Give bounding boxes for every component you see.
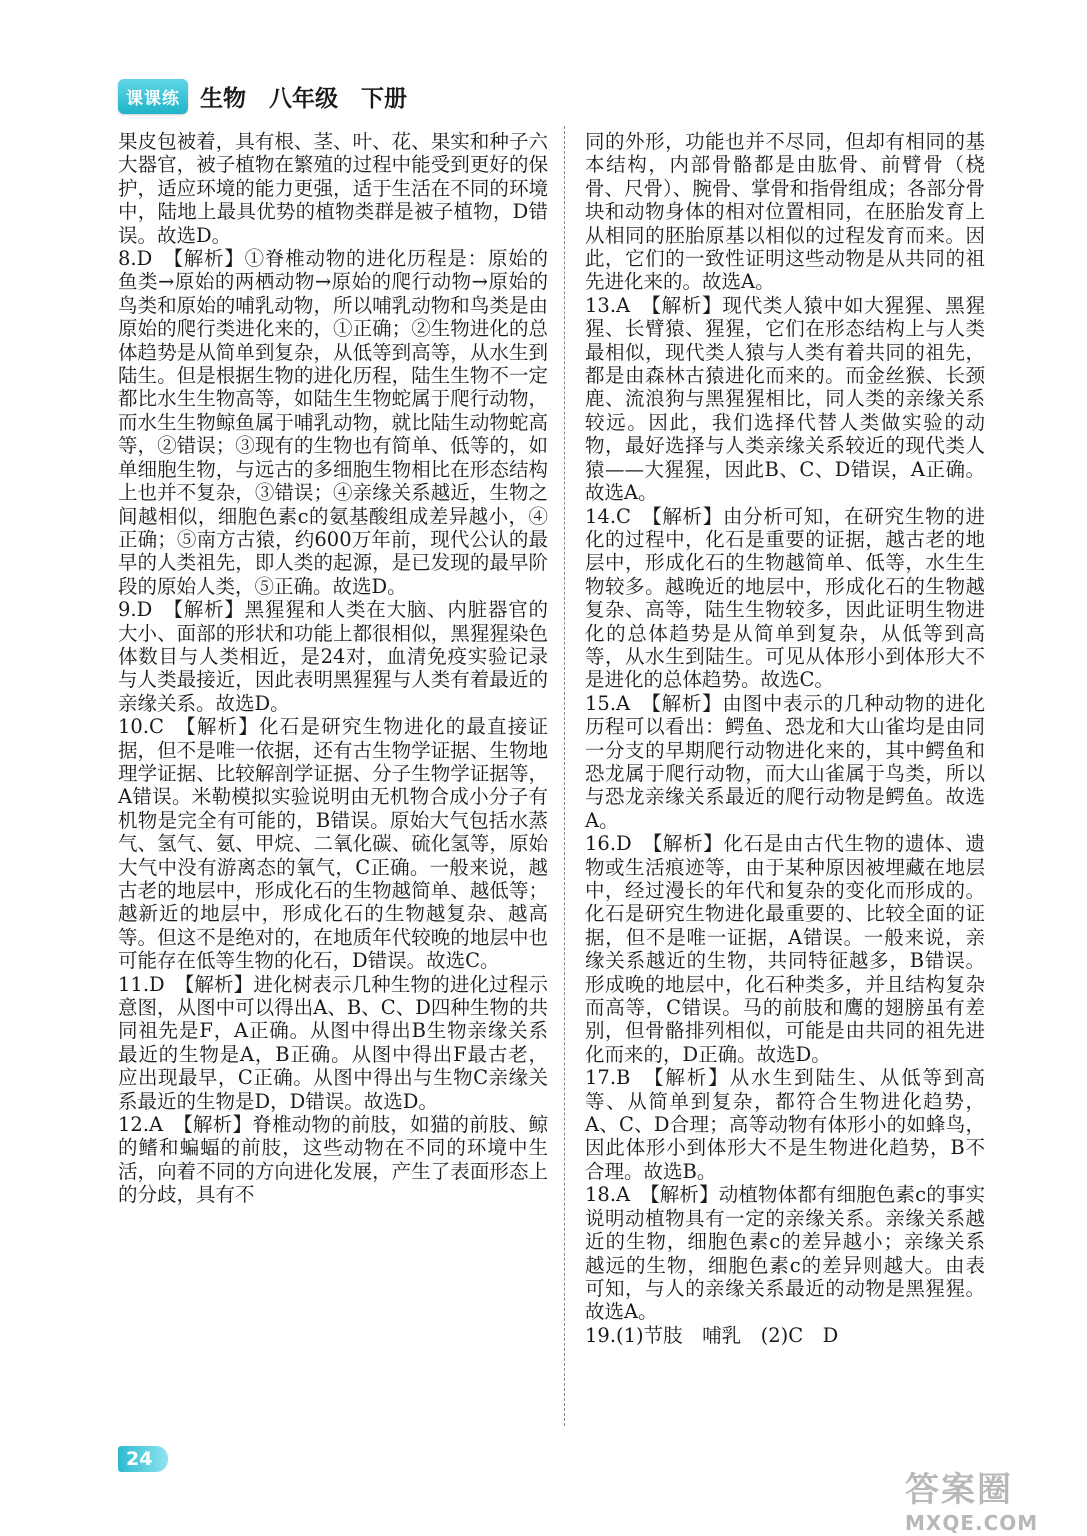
answer-12: 12.A 【解析】脊椎动物的前肢，如猫的前肢、鲸的鳍和蝙蝠的前肢，这些动物在不同的环境中生活，向着不同的方向进化发展，产生了表面形态上的分歧，具有不	[118, 1113, 548, 1207]
left-column	[118, 130, 548, 1207]
answer-13: 13.A 【解析】现代类人猿中如大猩猩、黑猩猩、长臂猿、猩猩，它们在形态结构上与人类最相似，现代类人猿与人类有着共同的祖先，都是由森林古猿进化而来的。而金丝猴、长颈鹿、流浪狗与黑猩猩相比，同人类的亲缘关系较远。因此，我们选择代替人类做实验的动物，最好选择与人类亲缘关系较近的现代类人猿——大猩猩，因此B、C、D错误，A正确。故选A。	[585, 293, 985, 505]
answer-15: 15.A 【解析】由图中表示的几种动物的进化历程可以看出：鳄鱼、恐龙和大山雀均是由同一分支的早期爬行动物进化来的，其中鳄鱼和恐龙属于爬行动物，而大山雀属于鸟类，所以与恐龙亲缘关系最近的爬行动物是鳄鱼。故选A。	[585, 691, 985, 832]
site-watermark	[905, 1462, 1075, 1535]
answer-16: 16.D 【解析】化石是由古代生物的遗体、遗物或生活痕迹等，由于某种原因被埋藏在地层中，经过漫长的年代和复杂的变化而形成的。化石是研究生物进化最重要的、比较全面的证据，但不是唯一证据，A错误。一般来说，亲缘关系越近的生物，共同特征越多，B错误。形成晚的地层中，化石种类多，并且结构复杂而高等，C错误。马的前肢和鹰的翅膀虽有差别，但骨骼排列相似，可能是由共同的祖先进化而来的，D正确。故选D。	[585, 832, 985, 1066]
answer-continuation: 果皮包被着，具有根、茎、叶、花、果实和种子六大器官，被子植物在繁殖的过程中能受到更好的保护，适应环境的能力更强，适于生活在不同的环境中，陆地上最具优势的植物类群是被子植物，D错误。故选D。	[118, 130, 548, 247]
watermark-line1: 答案圈	[905, 1470, 1013, 1510]
answer-8: 8.D 【解析】①脊椎动物的进化历程是：原始的鱼类→原始的两栖动物→原始的爬行动物→原始的鸟类和原始的哺乳动物，所以哺乳动物和鸟类是由原始的爬行类进化来的，①正确；②生物进化的总体趋势是从简单到复杂，从低等到高等，从水生到陆生。但是根据生物的进化历程，陆生生物不一定都比水生生物高等，如陆生生物蛇属于爬行动物，而水生生物鲸鱼属于哺乳动物，就比陆生动物蛇高等，②错误；③现有的生物也有简单、低等的，如单细胞生物，与远古的多细胞生物相比在形态结构上也并不复杂，③错误；④亲缘关系越近，生物之间越相似，细胞色素c的氨基酸组成差异越小，④正确；⑤南方古猿，约600万年前，现代公认的最早的人类祖先，即人类的起源，是已发现的最早阶段的原始人类，⑤正确。故选D。	[118, 247, 548, 598]
answer-18: 18.A 【解析】动植物体都有细胞色素c的事实说明动植物具有一定的亲缘关系。亲缘关系越近的生物，细胞色素c的差异越小；亲缘关系越远的生物，细胞色素c的差异则越大。由表可知，与人的亲缘关系最近的动物是黑猩猩。故选A。	[585, 1183, 985, 1324]
watermark-line2: MXQE.COM	[905, 1511, 1039, 1535]
answer-10: 10.C 【解析】化石是研究生物进化的最直接证据，但不是唯一依据，还有古生物学证据、生物地理学证据、比较解剖学证据、分子生物学证据等，A错误。米勒模拟实验说明由无机物合成小分子有机物是完全有可能的，B错误。原始大气包括水蒸气、氢气、氨、甲烷、二氧化碳、硫化氢等，原始大气中没有游离态的氧气，C正确。一般来说，越古老的地层中，形成化石的生物越简单、越低等；越新近的地层中，形成化石的生物越复杂、越高等。但这不是绝对的，在地质年代较晚的地层中也可能存在低等生物的化石，D错误。故选C。	[118, 715, 548, 973]
series-logo: 课课练	[118, 79, 188, 114]
answer-9: 9.D 【解析】黑猩猩和人类在大脑、内脏器官的大小、面部的形状和功能上都很相似，黑猩猩染色体数目与人类相近，是24对，血清免疫实验记录与人类最接近，因此表明黑猩猩与人类有着最近的亲缘关系。故选D。	[118, 598, 548, 715]
answer-14: 14.C 【解析】由分析可知，在研究生物的进化的过程中，化石是重要的证据，越古老的地层中，形成化石的生物越简单、低等，水生生物较多。越晚近的地层中，形成化石的生物越复杂、高等，陆生生物较多，因此证明生物进化的总体趋势是从简单到复杂，从低等到高等，从水生到陆生。可见从体形小到体形大不是进化的总体趋势。故选C。	[585, 504, 985, 692]
answer-17: 17.B 【解析】从水生到陆生、从低等到高等、从简单到复杂，都符合生物进化趋势，A、C、D合理；高等动物有体形小的如蜂鸟，因此体形小到体形大不是生物进化趋势，B不合理。故选B。	[585, 1066, 985, 1183]
page-header	[118, 74, 407, 118]
answer-12-continuation: 同的外形，功能也并不尽同，但却有相同的基本结构，内部骨骼都是由肱骨、前臂骨（桡骨、尺骨）、腕骨、掌骨和指骨组成；各部分骨块和动物身体的相对位置相同，在胚胎发育上从相同的胚胎原基以相似的过程发育而来。因此，它们的一致性证明这些动物是从共同的祖先进化来的。故选A。	[585, 130, 985, 294]
book-title: 生物 八年级 下册	[200, 85, 407, 112]
answer-11: 11.D 【解析】进化树表示几种生物的进化过程示意图，从图中可以得出A、B、C、D四种生物的共同祖先是F，A正确。从图中得出B生物亲缘关系最近的生物是A，B正确。从图中得出F最古老，应出现最早，C正确。从图中得出与生物C亲缘关系最近的生物是D，D错误。故选D。	[118, 972, 548, 1113]
column-divider	[564, 126, 565, 1426]
answer-19: 19.(1)节肢 哺乳 (2)C D	[585, 1323, 839, 1347]
page-number: 24	[118, 1446, 168, 1472]
right-column	[585, 130, 985, 1347]
